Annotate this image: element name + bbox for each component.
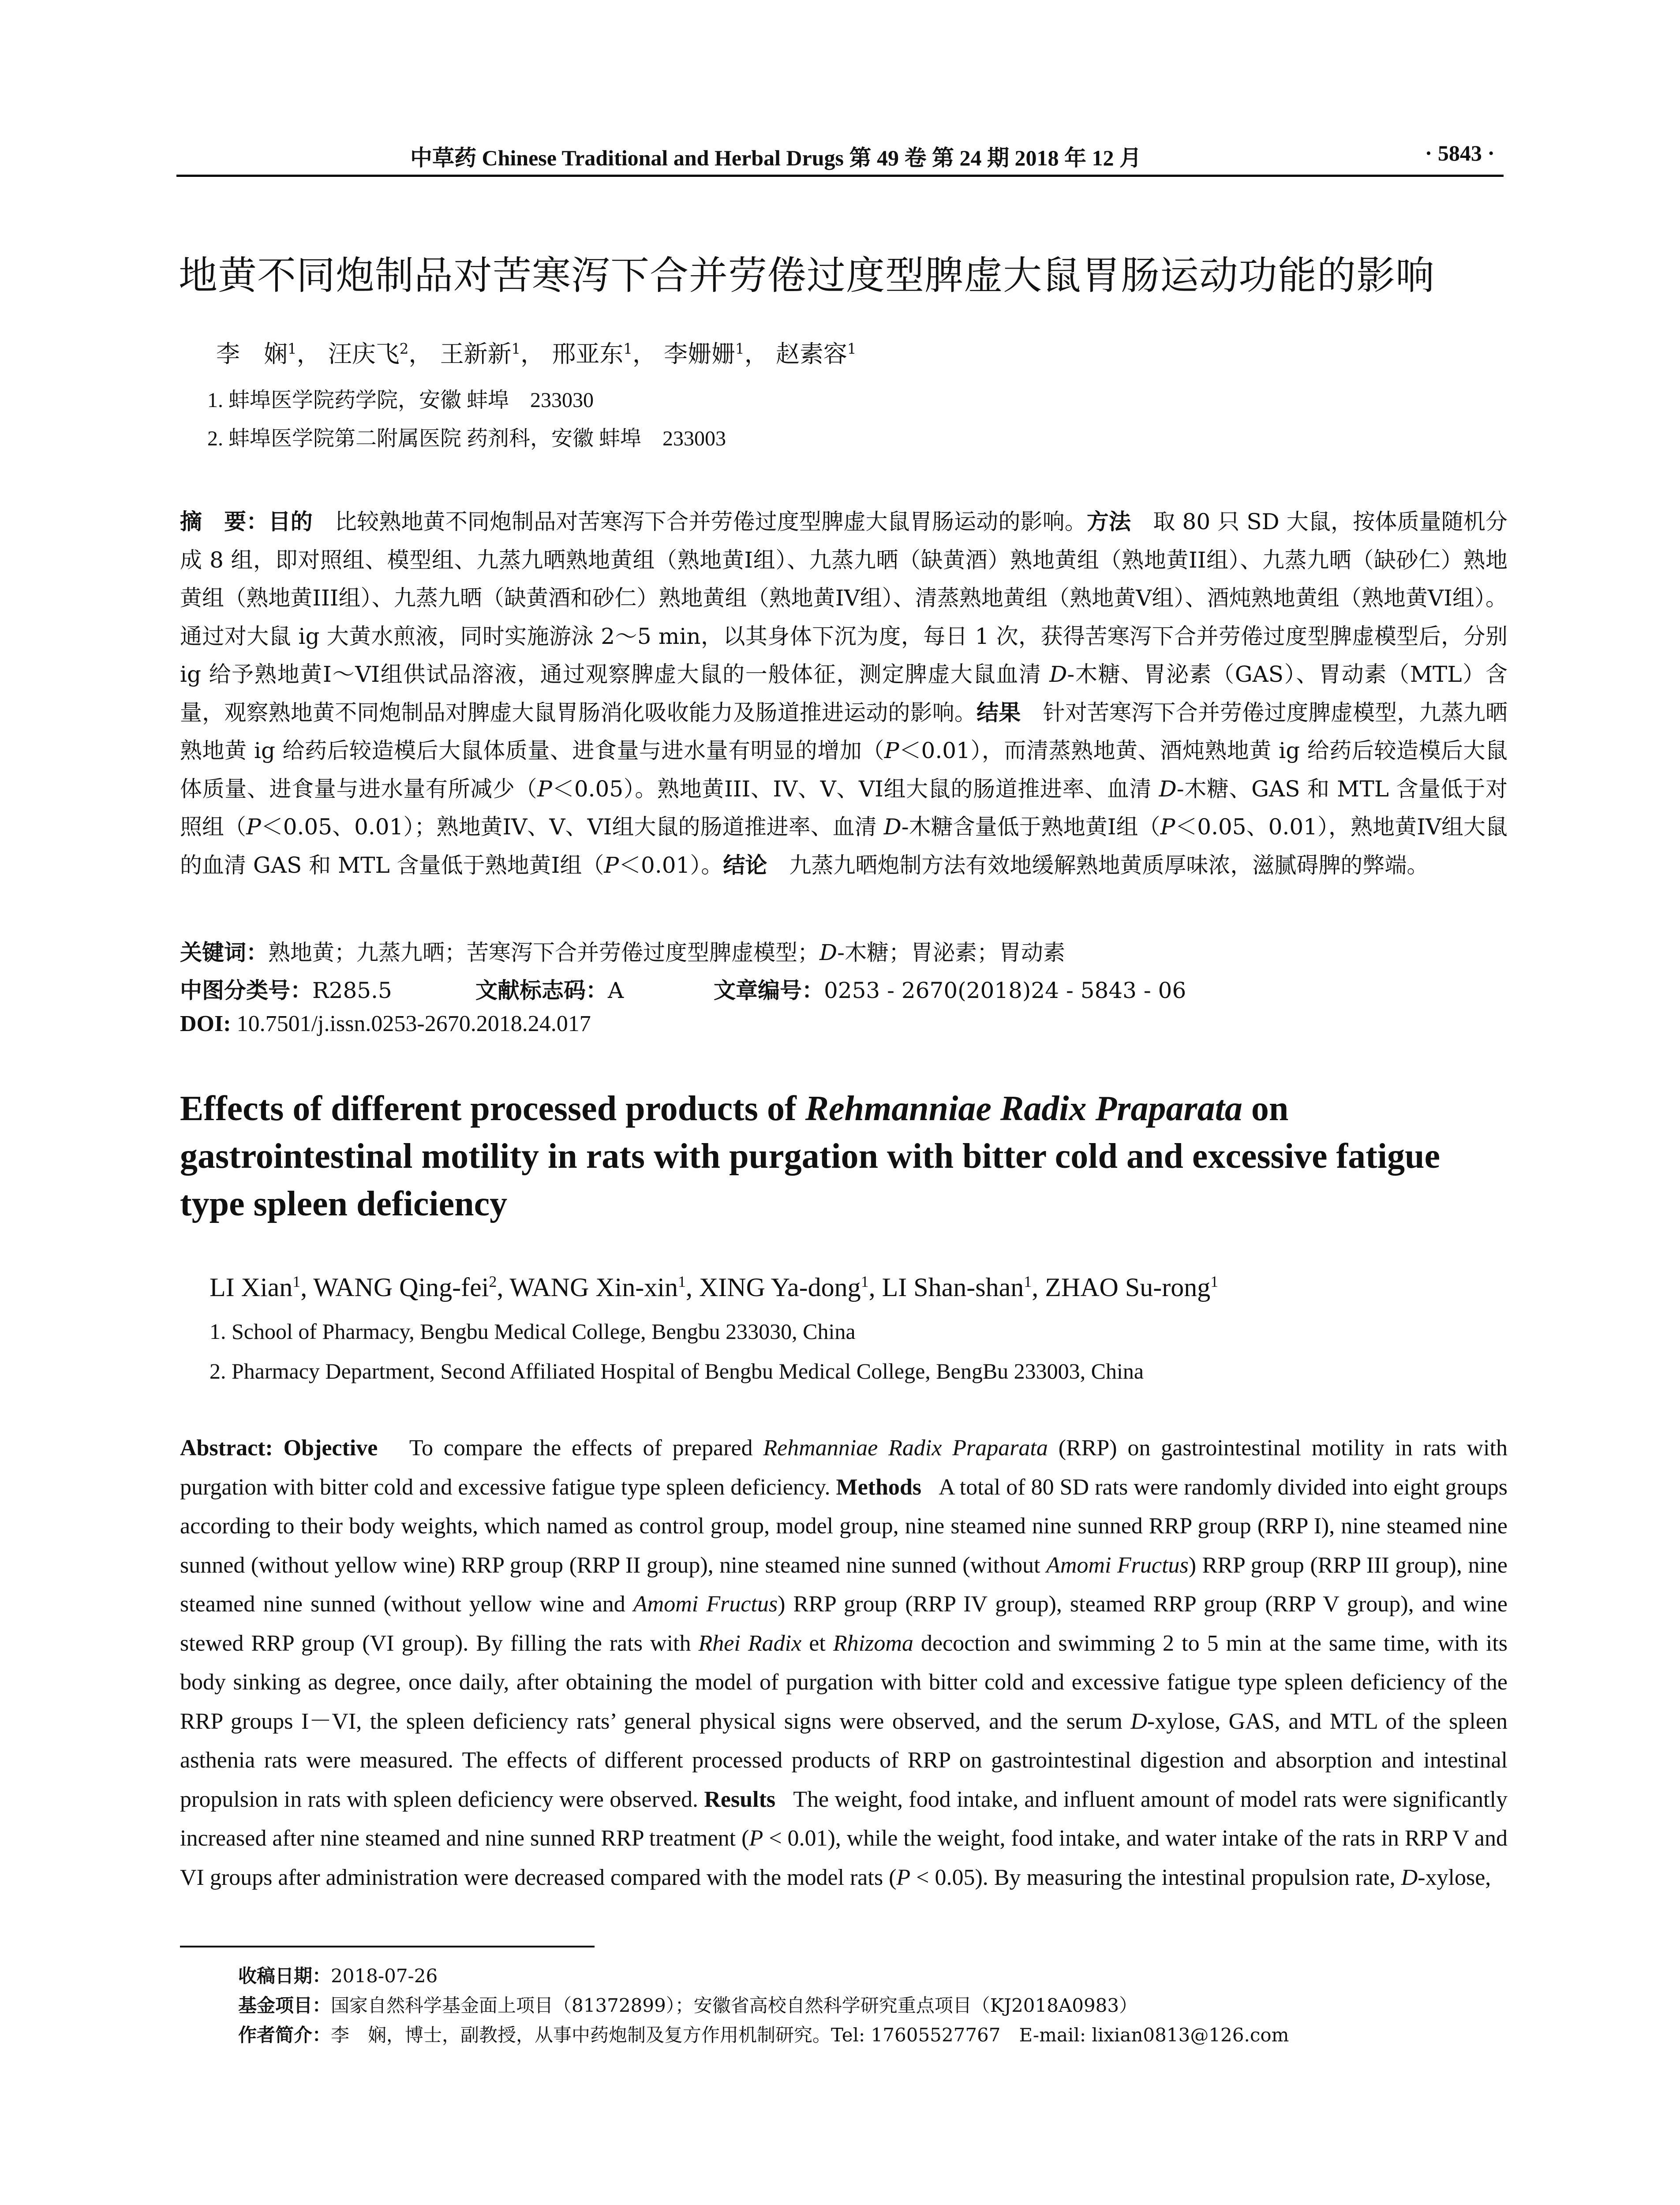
methods-label: 方法 bbox=[1086, 509, 1131, 534]
results-text: -木糖含量低于熟地黄I组（ bbox=[901, 814, 1160, 840]
footnote-rule bbox=[180, 1946, 595, 1947]
italic-term: Rhei Radix bbox=[698, 1630, 802, 1656]
italic-term: P bbox=[537, 776, 552, 802]
author-name: 李 娴 bbox=[216, 340, 288, 368]
author-name: WANG Qing-fei bbox=[313, 1273, 489, 1302]
author-name: XING Ya-dong bbox=[699, 1273, 861, 1302]
italic-term: D bbox=[1130, 1708, 1147, 1734]
results-text: -xylose, bbox=[1418, 1865, 1491, 1890]
results-text: ＜0.05）。熟地黄III、IV、V、VI组大鼠的肠道推进率、血清 bbox=[552, 776, 1159, 802]
abstract-chinese bbox=[180, 503, 1508, 884]
author-affil-mark: 2 bbox=[399, 340, 409, 357]
italic-term: D bbox=[819, 940, 838, 965]
title-english bbox=[180, 1085, 1503, 1228]
results-text: < 0.01), while the weight, food intake, and water intake of the rats in RRP V and VI groups after administration were decreased compared with the model rats ( bbox=[180, 1826, 1508, 1890]
doi-line bbox=[180, 1011, 1508, 1037]
footnote-label: 作者简介： bbox=[238, 2024, 331, 2046]
results-text: ＜0.05、0.01），熟地黄IV组大鼠的血清 GAS 和 MTL 含量低于熟地黄I组（ bbox=[180, 814, 1508, 878]
affiliation-chinese-2: 2. 蚌埠医学院第二附属医院 药剂科，安徽 蚌埠 233003 bbox=[207, 427, 726, 450]
author-affil-mark: 1 bbox=[511, 340, 521, 357]
results-text: ＜0.01）。 bbox=[619, 852, 723, 878]
abstract-label: 摘 要： bbox=[180, 509, 269, 534]
clc-value: R285.5 bbox=[312, 978, 392, 1003]
objective-label: 目的 bbox=[268, 509, 313, 534]
page-number: · 5843 · bbox=[1425, 141, 1495, 165]
italic-term: Rehmanniae Radix Praparata bbox=[763, 1435, 1048, 1461]
author-name: 汪庆飞 bbox=[328, 340, 400, 368]
results-text: < 0.05). By measuring the intestinal propulsion rate, bbox=[910, 1865, 1401, 1890]
results-text: ＜0.01），而清蒸熟地黄、酒炖熟地黄 ig 给药后较造模后大鼠体质量、进食量与进水量有所减少（ bbox=[180, 738, 1508, 802]
italic-term: P bbox=[604, 852, 619, 878]
footnote-received bbox=[238, 1962, 438, 1988]
author-name: WANG Xin-xin bbox=[509, 1273, 678, 1302]
title-chinese: 地黄不同炮制品对苦寒泻下合并劳倦过度型脾虚大鼠胃肠运动功能的影响 bbox=[179, 253, 1435, 298]
keywords-text: -木糖；胃泌素；胃动素 bbox=[837, 940, 1065, 965]
results-text: The weight, food intake, and influent amount of model rats were significantly increased after nine steamed and nine sunned RRP treatment ( bbox=[180, 1786, 1508, 1851]
italic-term: Rhizoma bbox=[833, 1630, 913, 1656]
methods-text: ) RRP group (RRP III group), nine steamed nine sunned (without yellow wine and bbox=[180, 1552, 1508, 1617]
keywords-chinese bbox=[180, 935, 1508, 967]
title-english-text: Effects of different processed products of bbox=[180, 1089, 805, 1128]
abstract-objective-label: Abstract: Objective bbox=[180, 1435, 378, 1461]
footnote-text: 国家自然科学基金面上项目（81372899）；安徽省高校自然科学研究重点项目（KJ2018A0983） bbox=[331, 1995, 1138, 2016]
doc-code-item bbox=[475, 973, 624, 1005]
author-affil-mark: 1 bbox=[1024, 1273, 1032, 1290]
italic-term: Amomi Fructus bbox=[1046, 1552, 1189, 1578]
author-name: ZHAO Su-rong bbox=[1045, 1273, 1211, 1302]
results-text: -木糖、GAS 和 MTL 含量低于对照组（ bbox=[180, 776, 1508, 840]
article-number-item bbox=[714, 973, 1186, 1005]
conclusion-label: 结论 bbox=[723, 852, 767, 878]
methods-label: Methods bbox=[836, 1474, 922, 1500]
author-affil-mark: 1 bbox=[292, 1273, 301, 1290]
doc-code-label: 文献标志码： bbox=[475, 978, 608, 1003]
author-name: 赵素容 bbox=[775, 340, 847, 368]
italic-term: P bbox=[246, 814, 261, 840]
methods-text: decoction and swimming 2 to 5 min at the same time, with its body sinking as degree, once daily, after obtaining the model of purgation with bitter cold and excessive fatigue type spleen deficiency of the RRP groups I－VI, the spleen deficiency rats’ general physical signs were observed, and the serum bbox=[180, 1630, 1508, 1734]
results-label: 结果 bbox=[977, 699, 1021, 725]
keywords-label: 关键词： bbox=[180, 940, 268, 965]
footnote-label: 收稿日期： bbox=[238, 1965, 331, 1987]
abstract-english bbox=[180, 1429, 1508, 1897]
objective-text: 比较熟地黄不同炮制品对苦寒泻下合并劳倦过度型脾虚大鼠胃肠运动的影响。 bbox=[335, 509, 1087, 534]
objective-text: (RRP) on gastrointestinal motility in rats with purgation with bitter cold and excessive fatigue type spleen deficiency. bbox=[180, 1435, 1508, 1500]
footnote-fund bbox=[238, 1991, 1137, 2018]
footnote-text: 2018-07-26 bbox=[331, 1965, 438, 1987]
methods-text: -木糖、胃泌素（GAS）、胃动素（MTL）含量，观察熟地黄不同炮制品对脾虚大鼠胃肠消化吸收能力及肠道推进运动的影响。 bbox=[180, 662, 1508, 725]
italic-term: P bbox=[749, 1826, 763, 1851]
author-affil-mark: 1 bbox=[847, 340, 857, 357]
author-name: LI Shan-shan bbox=[882, 1273, 1024, 1302]
running-header bbox=[176, 140, 1504, 173]
results-label: Results bbox=[704, 1786, 776, 1812]
italic-term: P bbox=[896, 1865, 911, 1890]
author-affil-mark: 1 bbox=[861, 1273, 869, 1290]
author-affil-mark: 1 bbox=[677, 1273, 686, 1290]
italic-term: P bbox=[884, 738, 899, 763]
affiliation-chinese-1: 1. 蚌埠医学院药学院，安徽 蚌埠 233030 bbox=[207, 389, 594, 412]
methods-text: -xylose, GAS, and MTL of the spleen asthenia rats were measured. The effects of different processed products of RRP on gastrointestinal digestion and absorption and intestinal propulsion in rats with spleen deficiency were observed. bbox=[180, 1708, 1508, 1812]
clc-label: 中图分类号： bbox=[180, 978, 312, 1003]
author-affil-mark: 1 bbox=[1210, 1273, 1219, 1290]
methods-text: ) RRP group (RRP IV group), steamed RRP group (RRP V group), and wine stewed RRP group (VI group). By filling the rats with bbox=[180, 1592, 1508, 1656]
italic-term: P bbox=[1160, 814, 1175, 840]
header-rule bbox=[176, 175, 1504, 177]
italic-term: D bbox=[1159, 776, 1177, 802]
title-english-italic: Rehmanniae Radix Praparata bbox=[805, 1089, 1242, 1128]
affiliation-english-1: 1. School of Pharmacy, Bengbu Medical College, Bengbu 233030, China bbox=[210, 1319, 856, 1344]
clc-item bbox=[180, 978, 392, 1003]
footnote-author bbox=[238, 2021, 1289, 2047]
authors-chinese: 李 娴$^1$， 汪庆飞$^2$， 王新新$^1$， 邢亚东$^1$， 李姗姗$^1$， 赵素容$^1$ bbox=[216, 340, 857, 368]
author-affil-mark: 1 bbox=[735, 340, 745, 357]
author-name: LI Xian bbox=[210, 1273, 293, 1302]
keywords-text: 熟地黄；九蒸九晒；苦寒泻下合并劳倦过度型脾虚模型； bbox=[268, 940, 819, 965]
affiliation-english-2: 2. Pharmacy Department, Second Affiliated Hospital of Bengbu Medical College, BengBu 233003, China bbox=[210, 1359, 1144, 1383]
footnote-text: 李 娴，博士，副教授，从事中药炮制及复方作用机制研究。Tel: 17605527767 E-mail: lixian0813@126.com bbox=[331, 2024, 1289, 2046]
article-number-value: 0253 - 2670(2018)24 - 5843 - 06 bbox=[824, 978, 1186, 1003]
results-text: ＜0.05、0.01）；熟地黄IV、V、VI组大鼠的肠道推进率、血清 bbox=[261, 814, 884, 840]
doi-value: 10.7501/j.issn.0253-2670.2018.24.017 bbox=[231, 1011, 591, 1036]
article-number-label: 文章编号： bbox=[714, 978, 824, 1003]
journal-info: 中草药 Chinese Traditional and Herbal Drugs 第 49 卷 第 24 期 2018 年 12 月 bbox=[410, 146, 1141, 170]
author-affil-mark: 1 bbox=[288, 340, 297, 357]
italic-term: D bbox=[1049, 662, 1067, 687]
italic-term: Amomi Fructus bbox=[633, 1592, 778, 1617]
italic-term: D bbox=[883, 814, 902, 840]
authors-english: LI Xian$^1$, WANG Qing-fei$^2$, WANG Xin-xin$^1$, XING Ya-dong$^1$, LI Shan-shan$^1$, ZHAO Su-rong$^1$ bbox=[210, 1273, 1219, 1302]
author-name: 王新新 bbox=[440, 340, 512, 368]
methods-text: A total of 80 SD rats were randomly divided into eight groups according to their body weights, which named as control group, model group, nine steamed nine sunned RRP group (RRP I), nine steamed nine sunned (without yellow wine) RRP group (RRP II group), nine steamed nine sunned (without bbox=[180, 1474, 1508, 1578]
author-name: 邢亚东 bbox=[552, 340, 624, 368]
objective-text: To compare the effects of prepared bbox=[409, 1435, 763, 1461]
doi-label: DOI: bbox=[180, 1011, 231, 1036]
methods-text: 取 80 只 SD 大鼠，按体质量随机分成 8 组，即对照组、模型组、九蒸九晒熟地黄组（熟地黄I组）、九蒸九晒（缺黄酒）熟地黄组（熟地黄II组）、九蒸九晒（缺砂仁）熟地黄组（熟地黄III组）、九蒸九晒（缺黄酒和砂仁）熟地黄组（熟地黄IV组）、清蒸熟地黄组（熟地黄V组）、酒炖熟地黄组（熟地黄VI组）。通过对大鼠 ig 大黄水煎液，同时实施游泳 2～5 min，以其身体下沉为度，每日 1 次，获得苦寒泻下合并劳倦过度型脾虚模型后，分别 ig 给予熟地黄I～VI组供试品溶液，通过观察脾虚大鼠的一般体征，测定脾虚大鼠血清 bbox=[180, 509, 1508, 687]
doc-code-value: A bbox=[608, 978, 624, 1003]
author-affil-mark: 1 bbox=[623, 340, 632, 357]
methods-text: et bbox=[801, 1630, 833, 1656]
results-text: 针对苦寒泻下合并劳倦过度脾虚模型，九蒸九晒熟地黄 ig 给药后较造模后大鼠体质量、进食量与进水量有明显的增加（ bbox=[180, 699, 1508, 763]
classification-line bbox=[180, 973, 1508, 1005]
title-english-text: on gastrointestinal motility in rats with purgation with bitter cold and excessive fatigue type spleen deficiency bbox=[180, 1089, 1440, 1223]
italic-term: D bbox=[1401, 1865, 1418, 1890]
author-affil-mark: 2 bbox=[489, 1273, 497, 1290]
author-name: 李姗姗 bbox=[664, 340, 736, 368]
footnote-label: 基金项目： bbox=[238, 1995, 331, 2016]
conclusion-text: 九蒸九晒炮制方法有效地缓解熟地黄质厚味浓，滋腻碍脾的弊端。 bbox=[789, 852, 1429, 878]
